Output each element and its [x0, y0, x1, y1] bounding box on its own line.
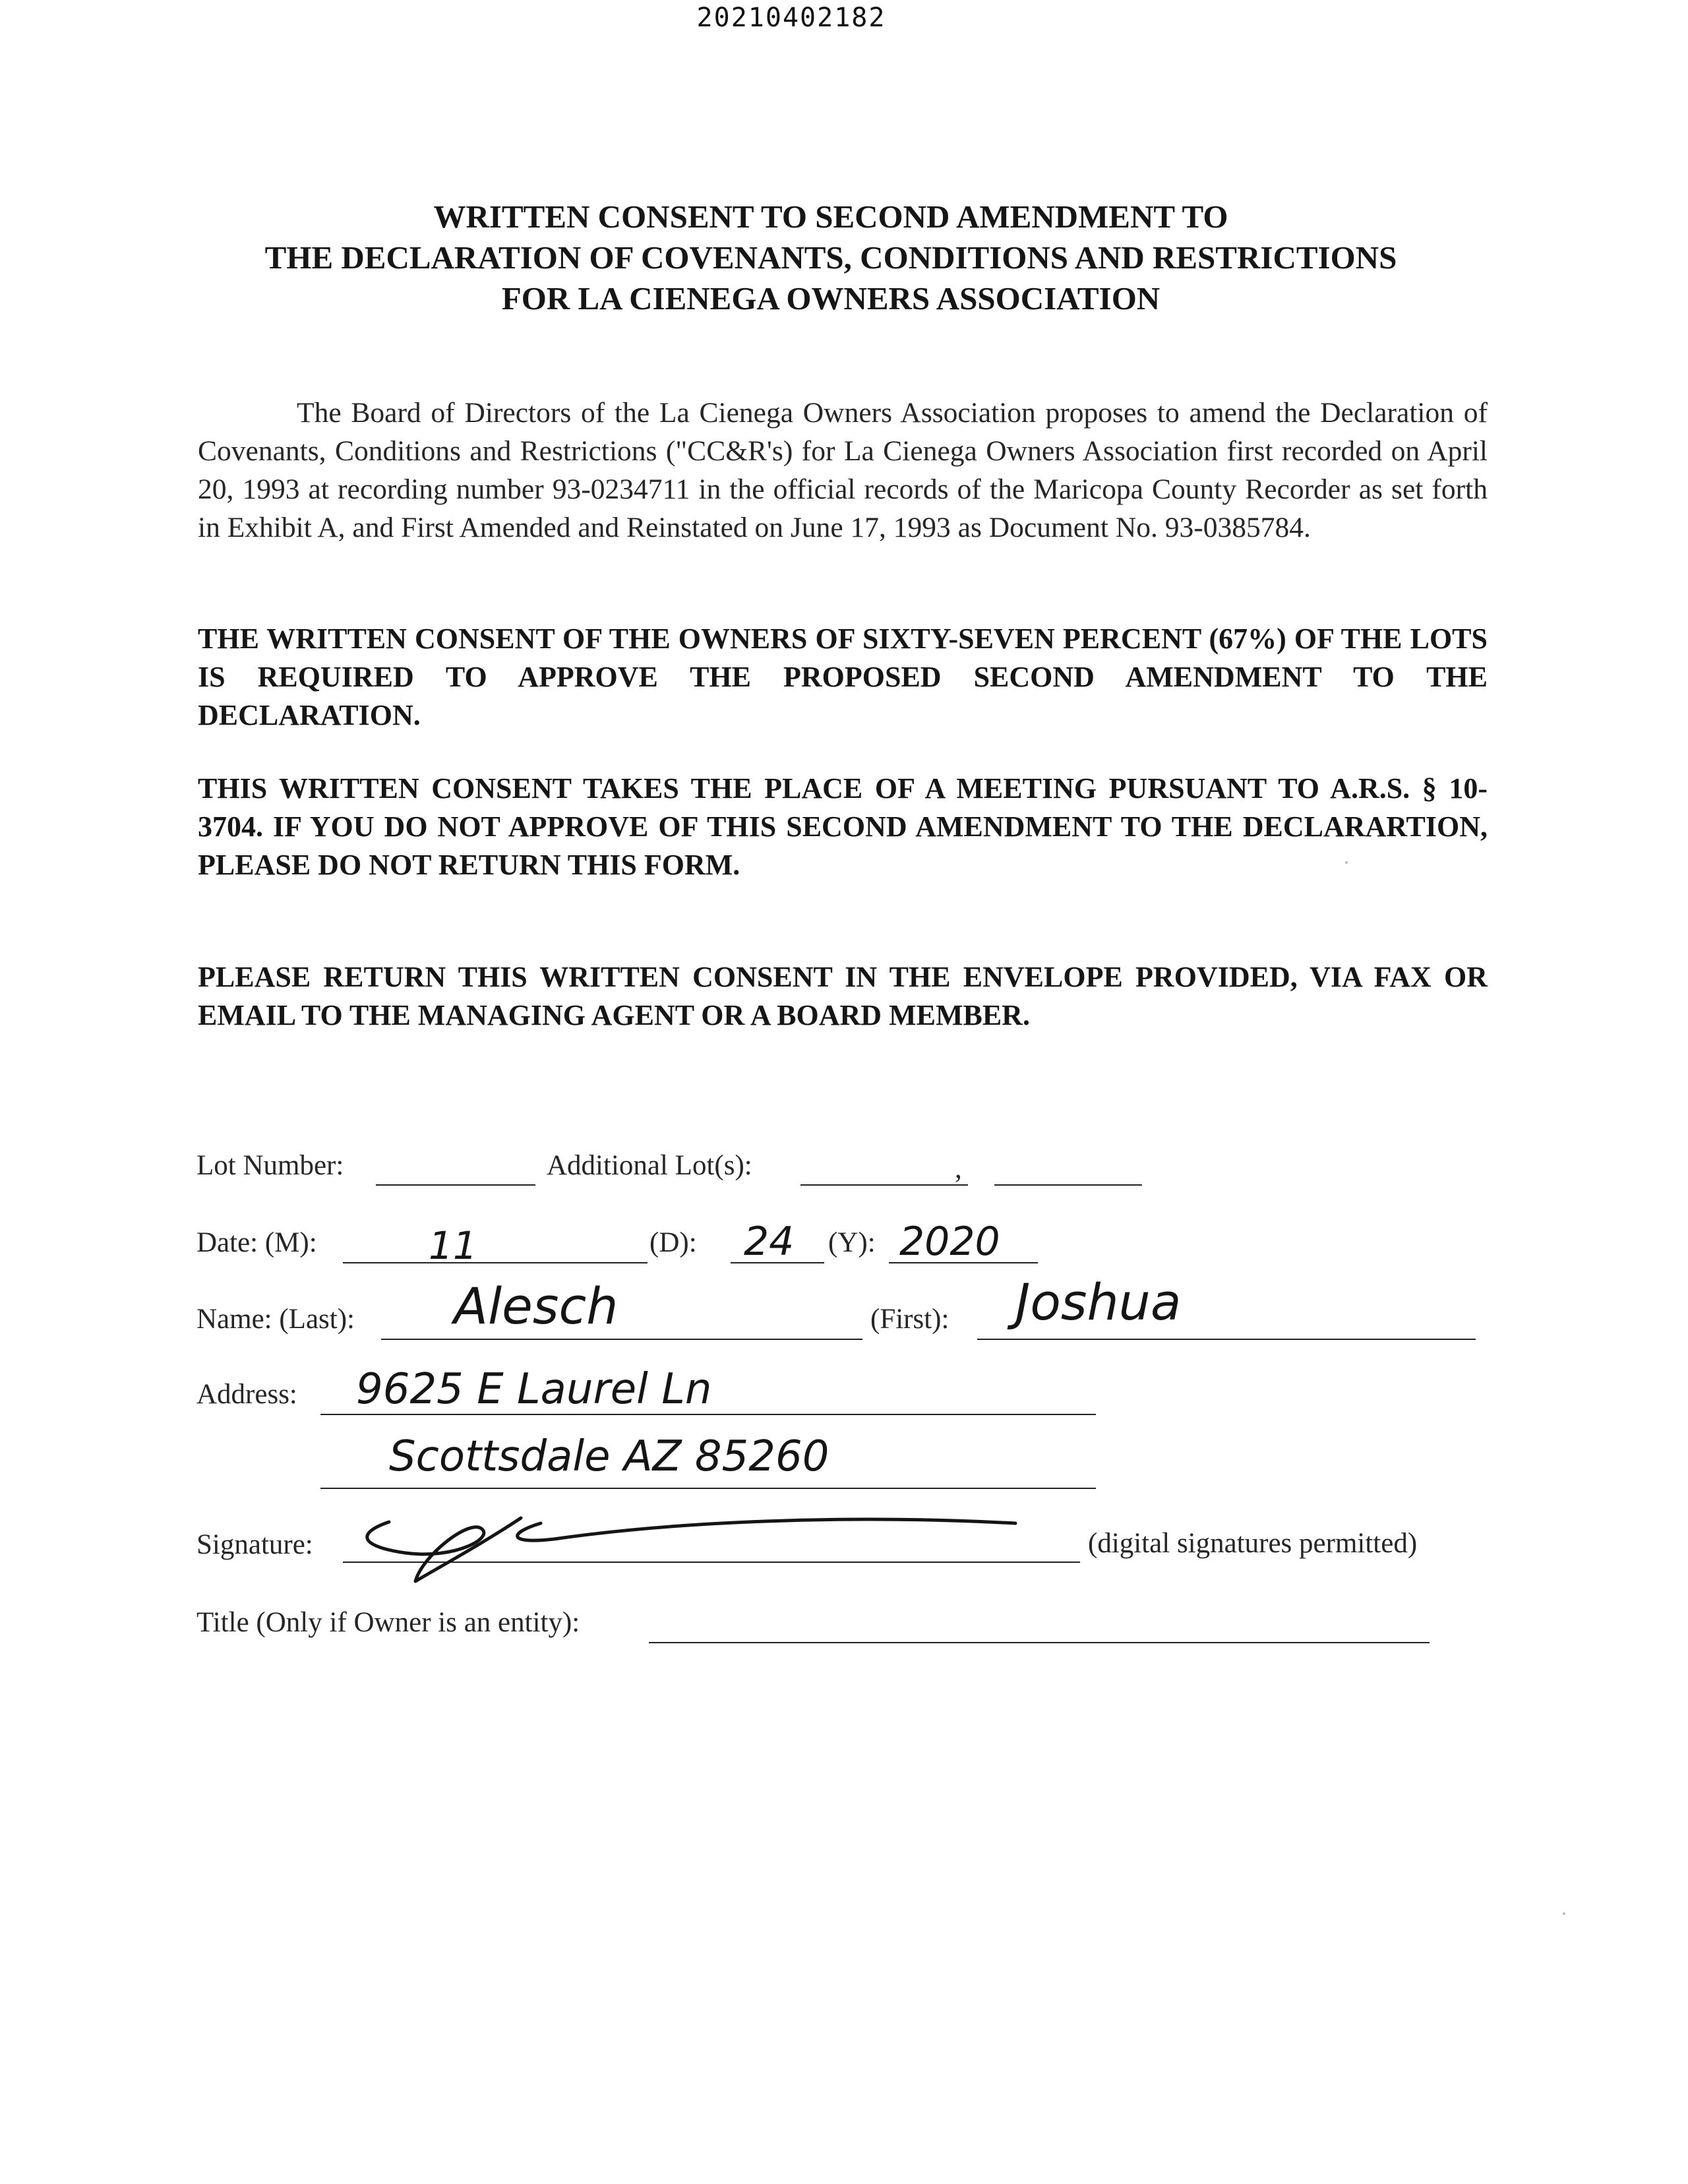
address-line-1-value: 9625 E Laurel Ln	[356, 1365, 712, 1414]
address-line-2-value: Scottsdale AZ 85260	[389, 1432, 829, 1481]
address-label: Address:	[196, 1379, 297, 1410]
address-line-1-field[interactable]	[320, 1414, 1096, 1415]
signature-note: (digital signatures permitted)	[1088, 1528, 1418, 1559]
date-year-value: 2020	[899, 1219, 1000, 1265]
date-month-value: 11	[429, 1223, 477, 1268]
name-last-field[interactable]	[381, 1339, 862, 1340]
title-label: Title (Only if Owner is an entity):	[196, 1607, 580, 1638]
address-line-2-field[interactable]	[320, 1488, 1096, 1489]
name-last-value: Alesch	[454, 1277, 618, 1335]
name-last-label: Name: (Last):	[196, 1304, 355, 1335]
intro-paragraph: The Board of Directors of the La Cienega Owners Association proposes to amend the Declaration of Covenants, Conditions and Restrictions ("CC&R's) for La Cienega Owners Association first recorded on April 20, 1993 at recording number 93-0234711 in the official records of the Maricopa County Recorder as set forth in Exhibit A, and First Amended and Reinstated on June 17, 1993 as Document No. 93-0385784.	[198, 397, 1488, 543]
name-first-field[interactable]	[977, 1339, 1476, 1340]
document-number: 20210402182	[696, 3, 886, 33]
date-day-value: 24	[744, 1219, 795, 1265]
consent-requirement-notice: THE WRITTEN CONSENT OF THE OWNERS OF SIXTY-SEVEN PERCENT (67%) OF THE LOTS IS REQUIRED TO APPROVE THE PROPOSED SECOND AMENDMENT TO THE DECLARATION.	[198, 622, 1488, 731]
lot-number-field[interactable]	[376, 1184, 535, 1186]
additional-lot-field-2[interactable]	[994, 1184, 1142, 1186]
title-line-2: THE DECLARATION OF COVENANTS, CONDITIONS AND RESTRICTIONS	[264, 239, 1397, 276]
scan-speck	[1563, 1912, 1565, 1915]
date-year-label: (Y):	[828, 1227, 876, 1258]
additional-lots-label: Additional Lot(s):	[547, 1150, 752, 1181]
date-day-label: (D):	[649, 1227, 697, 1258]
meeting-replacement-notice: THIS WRITTEN CONSENT TAKES THE PLACE OF A MEETING PURSUANT TO A.R.S. § 10-3704. IF YOU DO NOT APPROVE OF THIS SECOND AMENDMENT TO THE DECLARARTION, PLEASE DO NOT RETURN THIS FORM.	[198, 772, 1488, 881]
additional-lot-field-1[interactable]	[800, 1184, 968, 1186]
scan-speck	[1345, 861, 1348, 864]
lot-separator: ,	[955, 1153, 962, 1184]
name-first-label: (First):	[870, 1304, 950, 1335]
document-title	[185, 197, 1477, 319]
return-instructions-notice: PLEASE RETURN THIS WRITTEN CONSENT IN THE ENVELOPE PROVIDED, VIA FAX OR EMAIL TO THE MANAGING AGENT OR A BOARD MEMBER.	[198, 961, 1488, 1031]
lot-number-label: Lot Number:	[196, 1150, 344, 1181]
handwritten-signature	[343, 1497, 1035, 1589]
title-line-1: WRITTEN CONSENT TO SECOND AMENDMENT TO	[433, 198, 1228, 235]
date-month-label: Date: (M):	[196, 1227, 317, 1258]
signature-label: Signature:	[196, 1529, 313, 1560]
title-field[interactable]	[649, 1642, 1430, 1643]
date-month-field[interactable]	[343, 1262, 648, 1263]
title-line-3: FOR LA CIENEGA OWNERS ASSOCIATION	[501, 280, 1160, 317]
name-first-value: Joshua	[1015, 1273, 1182, 1331]
